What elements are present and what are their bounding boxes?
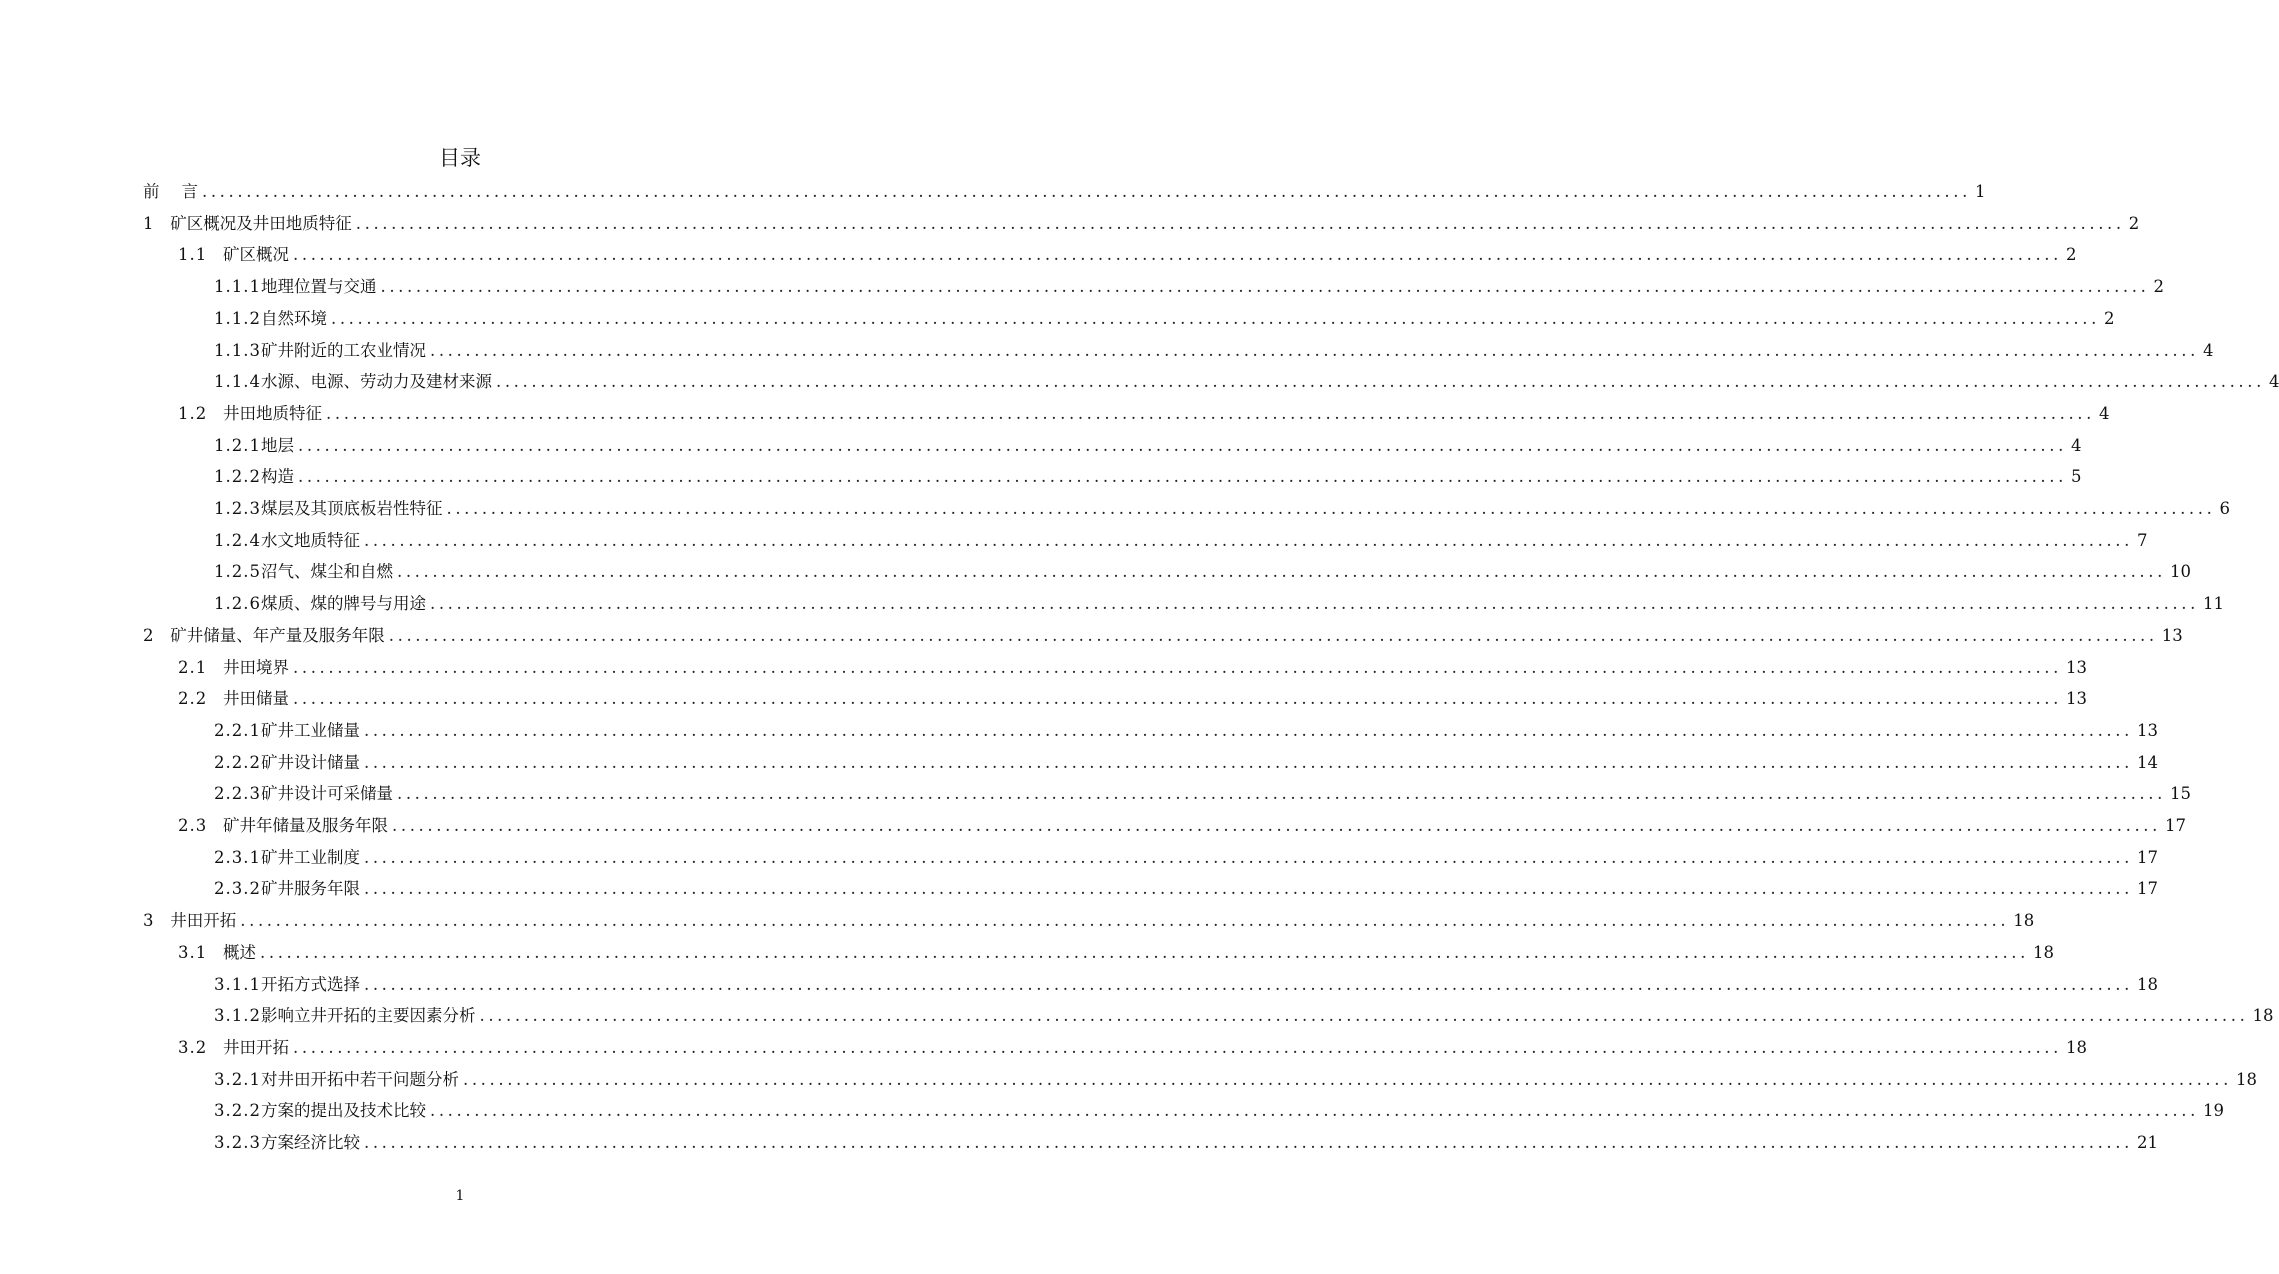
toc-entry-title: 水源、电源、劳动力及建材来源 <box>260 372 492 392</box>
toc-entry-page: 17 <box>2136 847 2158 867</box>
toc-entry[interactable] <box>214 873 2158 905</box>
toc-leader-dots: ........................................................................................................................................................................................................ <box>293 689 2062 709</box>
toc-entry-page: 18 <box>2252 1006 2274 1026</box>
toc-leader-dots: ........................................................................................................................................................................................................ <box>326 403 2095 423</box>
toc-entry-title: 水文地质特征 <box>260 530 360 550</box>
toc-entry[interactable] <box>143 208 2140 240</box>
toc-entry[interactable] <box>178 683 2087 715</box>
toc-entry-title: 矿井设计储量 <box>260 752 360 772</box>
toc-entry[interactable] <box>178 810 2186 842</box>
toc-entry-spacer <box>161 176 182 208</box>
toc-entry-page: 5 <box>2070 467 2082 487</box>
toc-entry-title: 沼气、煤尘和自燃 <box>260 562 393 582</box>
toc-leader-dots: ........................................................................................................................................................................................................ <box>479 1006 2249 1026</box>
toc-entry-number: 3.1 <box>178 942 208 962</box>
toc-leader-dots: ........................................................................................................................................................................................................ <box>293 1037 2062 1057</box>
toc-entry-title: 影响立井开拓的主要因素分析 <box>260 1006 476 1026</box>
toc-entry-number: 3.2.3 <box>214 1133 261 1152</box>
toc-entry-number: 1.1 <box>178 245 208 265</box>
toc-entry[interactable] <box>214 461 2082 493</box>
toc-entry-number: 3.1.1 <box>214 974 261 994</box>
toc-entry[interactable] <box>143 905 2035 937</box>
toc-leader-dots: ........................................................................................................................................................................................................ <box>462 1069 2232 1089</box>
toc-entry-spacer <box>207 398 223 430</box>
toc-leader-dots: ........................................................................................................................................................................................................ <box>293 657 2062 677</box>
toc-leader-dots: ........................................................................................................................................................................................................ <box>260 942 2029 962</box>
toc-entry-page: 21 <box>2136 1133 2158 1152</box>
toc-entry-spacer <box>207 1032 223 1064</box>
toc-entry-number: 2.2.2 <box>214 752 261 772</box>
toc-entry-page: 4 <box>2070 435 2082 455</box>
toc-entry-number: 2.1 <box>178 657 208 677</box>
toc-leader-dots: ........................................................................................................................................................................................................ <box>201 182 1971 201</box>
toc-entry-page: 13 <box>2065 657 2087 677</box>
toc-entry-page: 2 <box>2153 277 2164 297</box>
toc-entry-title: 概述 <box>223 942 256 962</box>
toc-entry[interactable] <box>214 1095 2224 1127</box>
toc-entry-page: 17 <box>2136 879 2158 899</box>
toc-leader-dots: ........................................................................................................................................................................................................ <box>388 625 2158 645</box>
toc-entry-page: 18 <box>2136 974 2158 994</box>
toc-entry[interactable] <box>178 239 2077 271</box>
toc-entry-number: 1.2 <box>178 403 208 423</box>
toc-leader-dots: ........................................................................................................................................................................................................ <box>429 1101 2199 1121</box>
toc-leader-dots: ........................................................................................................................................................................................................ <box>396 784 2166 804</box>
toc-entry[interactable] <box>178 1032 2087 1064</box>
toc-entry-number: 3.2 <box>178 1037 208 1057</box>
toc-entry-spacer <box>207 683 223 715</box>
toc-entry-page: 18 <box>2032 942 2054 962</box>
toc-entry-spacer <box>207 937 223 969</box>
toc-leader-dots: ........................................................................................................................................................................................................ <box>297 467 2067 487</box>
toc-entry[interactable] <box>143 620 2183 652</box>
toc-entry-page: 17 <box>2164 816 2186 835</box>
toc-entry[interactable] <box>214 525 2148 557</box>
toc-entry[interactable] <box>214 842 2158 874</box>
toc-entry-number: 前 <box>143 182 161 201</box>
toc-entry-page: 13 <box>2161 625 2183 645</box>
toc-entry-title: 矿区概况及井田地质特征 <box>170 213 352 233</box>
toc-entry-title: 开拓方式选择 <box>260 974 360 994</box>
toc-entry[interactable] <box>214 747 2158 779</box>
toc-entry-number: 2.2.1 <box>214 720 261 740</box>
toc-leader-dots: ........................................................................................................................................................................................................ <box>363 530 2133 550</box>
toc-entry-page: 6 <box>2219 499 2230 518</box>
toc-entry-title: 煤层及其顶底板岩性特征 <box>260 499 443 518</box>
toc-entry-spacer <box>155 620 171 652</box>
toc-entry-number: 1.2.1 <box>214 435 261 455</box>
toc-entry-number: 1.1.2 <box>214 308 261 328</box>
toc-leader-dots: ........................................................................................................................................................................................................ <box>446 499 2216 518</box>
toc-leader-dots: ........................................................................................................................................................................................................ <box>363 879 2133 899</box>
toc-entry-page: 1 <box>1974 182 1986 201</box>
toc-entry-number: 3.2.1 <box>214 1069 261 1089</box>
toc-entry-number: 3.1.2 <box>214 1006 261 1026</box>
toc-entry-title: 自然环境 <box>260 308 327 328</box>
toc-entry-spacer <box>207 810 223 842</box>
toc-entry-title: 井田储量 <box>223 689 289 709</box>
toc-leader-dots: ........................................................................................................................................................................................................ <box>363 847 2133 867</box>
toc-entry[interactable] <box>214 715 2158 747</box>
toc-entry-number: 2.3.2 <box>214 879 261 899</box>
toc-entry-title: 井田开拓 <box>170 911 237 931</box>
toc-entry[interactable] <box>214 778 2191 810</box>
toc-entry[interactable] <box>214 588 2224 620</box>
toc-leader-dots: ........................................................................................................................................................................................................ <box>363 720 2133 740</box>
toc-entry-page: 4 <box>2202 340 2214 360</box>
toc-entry-spacer <box>207 239 223 271</box>
toc-entry-title: 地层 <box>260 435 294 455</box>
toc-entry-title: 方案经济比较 <box>260 1133 360 1152</box>
toc-entry-title: 矿井服务年限 <box>260 879 360 899</box>
toc-entry-spacer <box>155 905 171 937</box>
page-number: 1 <box>455 1188 465 1204</box>
toc-leader-dots: ........................................................................................................................................................................................................ <box>355 213 2125 233</box>
toc-entry[interactable] <box>214 366 2279 398</box>
toc-entry-title: 井田开拓 <box>223 1037 289 1057</box>
toc-entry-page: 13 <box>2065 689 2087 709</box>
toc-entry[interactable] <box>143 176 1986 208</box>
toc-leader-dots: ........................................................................................................................................................................................................ <box>392 816 2161 835</box>
toc-entry-number: 2.2 <box>178 689 208 709</box>
toc-entry-number: 2.2.3 <box>214 784 261 804</box>
toc-entry-number: 1.2.3 <box>214 499 261 518</box>
toc-entry-page: 2 <box>2103 308 2115 328</box>
toc-entry-title: 煤质、煤的牌号与用途 <box>260 594 426 614</box>
toc-entry-number: 2 <box>143 625 155 645</box>
toc-leader-dots: ........................................................................................................................................................................................................ <box>380 277 2150 297</box>
toc-entry[interactable] <box>214 969 2158 1001</box>
toc-entry-number: 1.2.6 <box>214 594 261 614</box>
toc-entry-page: 2 <box>2128 213 2140 233</box>
toc-entry-title: 矿井设计可采储量 <box>260 784 393 804</box>
toc-entry[interactable] <box>178 652 2087 684</box>
toc-entry[interactable] <box>214 335 2214 367</box>
toc-entry-page: 18 <box>2065 1037 2087 1057</box>
toc-entry-page: 19 <box>2202 1101 2224 1121</box>
toc-entry-title: 矿井年储量及服务年限 <box>223 816 388 835</box>
toc-entry-number: 1.2.4 <box>214 530 261 550</box>
toc-entry-number: 3.2.2 <box>214 1101 261 1121</box>
toc-entry-page: 18 <box>2013 911 2035 931</box>
toc-entry-number: 1 <box>143 213 155 233</box>
toc-entry[interactable] <box>178 398 2110 430</box>
toc-entry[interactable] <box>214 556 2191 588</box>
toc-leader-dots: ........................................................................................................................................................................................................ <box>363 752 2133 772</box>
toc-entry-page: 2 <box>2065 245 2077 265</box>
toc-entry-title: 井田地质特征 <box>223 403 322 423</box>
toc-entry-title: 方案的提出及技术比较 <box>260 1101 426 1121</box>
toc-entry-number: 3 <box>143 911 155 931</box>
toc-entry-page: 10 <box>2169 562 2191 582</box>
toc-entry-page: 4 <box>2268 372 2279 392</box>
toc-leader-dots: ........................................................................................................................................................................................................ <box>396 562 2166 582</box>
toc-entry-page: 14 <box>2136 752 2158 772</box>
toc-title: 目录 <box>439 146 481 170</box>
toc-entry[interactable] <box>178 937 2054 969</box>
toc-leader-dots: ........................................................................................................................................................................................................ <box>330 308 2100 328</box>
toc-entry-page: 4 <box>2098 403 2110 423</box>
toc-entry[interactable] <box>214 1064 2257 1096</box>
toc-leader-dots: ........................................................................................................................................................................................................ <box>429 594 2199 614</box>
toc-leader-dots: ........................................................................................................................................................................................................ <box>363 974 2133 994</box>
toc-entry-title: 矿井工业制度 <box>260 847 360 867</box>
toc-leader-dots: ........................................................................................................................................................................................................ <box>429 340 2199 360</box>
toc-entry-title: 对井田开拓中若干问题分析 <box>260 1069 459 1089</box>
toc-entry-number: 2.3 <box>178 816 208 835</box>
toc-entry-spacer <box>207 652 223 684</box>
toc-entry-page: 18 <box>2235 1069 2257 1089</box>
toc-entry[interactable] <box>214 1000 2274 1032</box>
toc-entry-title: 矿井工业储量 <box>260 720 360 740</box>
toc-entry[interactable] <box>214 1127 2158 1159</box>
toc-entry-page: 7 <box>2136 530 2148 550</box>
toc-leader-dots: ........................................................................................................................................................................................................ <box>293 245 2062 265</box>
toc-entry-number: 1.2.2 <box>214 467 261 487</box>
toc-entry-number: 1.2.5 <box>214 562 261 582</box>
toc-leader-dots: ........................................................................................................................................................................................................ <box>240 911 2010 931</box>
toc-entry-title: 言 <box>181 182 198 201</box>
toc-entry-number: 1.1.4 <box>214 372 261 392</box>
toc-entry-number: 1.1.3 <box>214 340 261 360</box>
toc-entry-title: 井田境界 <box>223 657 289 677</box>
toc-entry-spacer <box>155 208 171 240</box>
toc-entry[interactable] <box>214 493 2230 525</box>
toc-entry[interactable] <box>214 430 2082 462</box>
toc-entry[interactable] <box>214 271 2164 303</box>
toc-entry-number: 1.1.1 <box>214 277 261 297</box>
toc-entry-number: 2.3.1 <box>214 847 261 867</box>
toc-entry-page: 11 <box>2202 594 2224 614</box>
toc-leader-dots: ........................................................................................................................................................................................................ <box>495 372 2265 392</box>
toc-entry-title: 构造 <box>260 467 294 487</box>
toc-leader-dots: ........................................................................................................................................................................................................ <box>363 1133 2133 1152</box>
toc-entry[interactable] <box>214 303 2115 335</box>
toc-entry-title: 矿井附近的工农业情况 <box>260 340 426 360</box>
toc-entry-page: 15 <box>2169 784 2191 804</box>
toc-entry-title: 矿井储量、年产量及服务年限 <box>170 625 385 645</box>
toc-entry-page: 13 <box>2136 720 2158 740</box>
toc-entry-title: 地理位置与交通 <box>260 277 377 297</box>
toc-leader-dots: ........................................................................................................................................................................................................ <box>297 435 2067 455</box>
toc-entry-title: 矿区概况 <box>223 245 289 265</box>
